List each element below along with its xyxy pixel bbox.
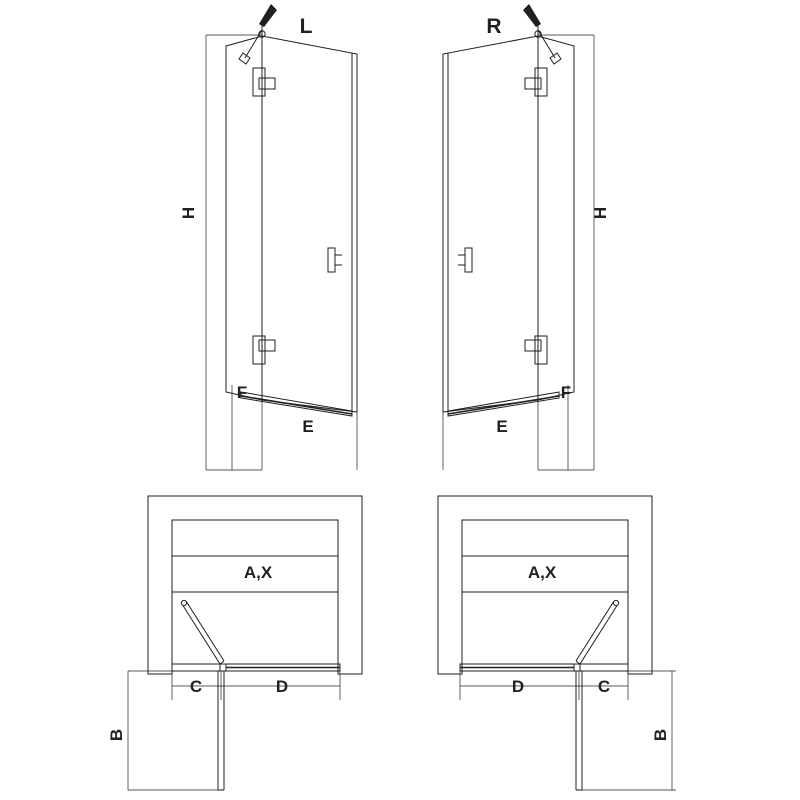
elevation-left-profile-label: F [236, 383, 248, 402]
elevation-left-variant-label: L [299, 15, 313, 38]
elevation-left-base-label: E [302, 417, 314, 436]
plan-left-view [107, 496, 362, 790]
elevation-left-upper-hinge [253, 68, 275, 96]
plan-right-dimension-lines [460, 671, 676, 790]
plan-right-fixed-label: C [597, 677, 611, 696]
elevation-right-height-label: H [591, 206, 610, 220]
elevation-left-glass-outline [226, 36, 357, 412]
plan-left-panels [172, 664, 340, 671]
elevation-left-top-arm [239, 4, 277, 64]
plan-right-panels [460, 664, 628, 671]
plan-left-dimension-lines [128, 671, 340, 790]
elevation-right-view [443, 4, 610, 470]
plan-right-view [438, 496, 676, 790]
elevation-left-lower-hinge [253, 336, 275, 364]
elevation-right-lower-hinge [525, 336, 547, 364]
plan-right-wall [438, 496, 652, 674]
elevation-left-height-label: H [179, 206, 198, 220]
plan-left-fixed-label: C [189, 677, 203, 696]
plan-left-swing-arm [181, 600, 224, 664]
plan-right-door-label: D [511, 677, 525, 696]
elevation-left-view [179, 4, 357, 470]
plan-left-wall [148, 496, 362, 674]
elevation-right-variant-label: R [486, 15, 502, 38]
plan-right-depth-label: B [651, 728, 670, 742]
elevation-right-upper-hinge [525, 68, 547, 96]
elevation-left-handle [328, 248, 342, 272]
elevation-right-base-label: E [496, 417, 508, 436]
plan-right-swing-arm [576, 600, 619, 664]
elevation-right-profile-label: F [560, 383, 572, 402]
elevation-right-top-arm [523, 4, 561, 64]
plan-left-opening-label: A,X [243, 563, 273, 582]
plan-right-opening-label: A,X [527, 563, 557, 582]
plan-left-depth-label: B [107, 728, 126, 742]
elevation-right-handle [458, 248, 472, 272]
plan-left-door-label: D [275, 677, 289, 696]
elevation-right-glass-outline [443, 36, 574, 412]
